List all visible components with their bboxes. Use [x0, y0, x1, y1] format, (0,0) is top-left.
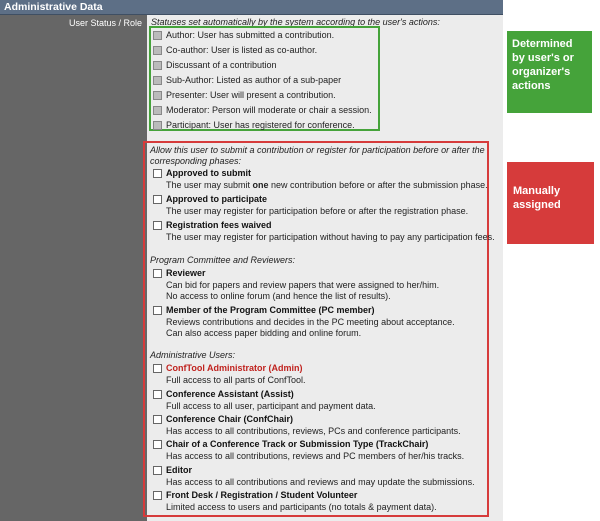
status-moderator-label: Moderator: Person will moderate or chair a session. [166, 105, 372, 115]
option-admin[interactable] [153, 363, 302, 373]
status-author-label: Author: User has submitted a contribution. [166, 30, 335, 40]
status-coauthor-label: Co-author: User is listed as co-author. [166, 45, 318, 55]
option-confchair[interactable] [153, 414, 293, 424]
frontdesk-desc: Limited access to users and participants (no totals & payment data). [166, 502, 437, 512]
status-moderator [153, 105, 372, 115]
assist-desc: Full access to all user, participant and payment data. [166, 401, 376, 411]
status-coauthor [153, 45, 317, 55]
admin-desc: Full access to all parts of ConfTool. [166, 375, 306, 385]
manual-intro-line2: corresponding phases: [150, 156, 242, 166]
approved-participate-title: Approved to participate [166, 194, 268, 204]
approved-submit-desc-pre: The user may submit [166, 180, 253, 190]
option-fees-waived[interactable] [153, 220, 272, 230]
option-reviewer[interactable] [153, 268, 206, 278]
checkbox-approved-submit[interactable] [153, 169, 162, 178]
reviewer-desc2: No access to online forum (and hence the list of results). [166, 291, 391, 301]
admin-title: ConfTool Administrator (Admin) [166, 363, 303, 373]
status-author [153, 30, 334, 40]
status-discussant [153, 60, 277, 70]
pc-member-title: Member of the Program Committee (PC member) [166, 305, 375, 315]
trackchair-desc: Has access to all contributions, reviews and PC members of her/his tracks. [166, 451, 465, 461]
option-editor[interactable] [153, 465, 192, 475]
status-participant-label: Participant: User has registered for conference. [166, 120, 355, 130]
checkbox-moderator [153, 106, 162, 115]
left-column [0, 15, 147, 521]
confchair-desc: Has access to all contributions, reviews, PCs and conference participants. [166, 426, 461, 436]
checkbox-pc-member[interactable] [153, 306, 162, 315]
approved-participate-desc: The user may register for participation before or after the registration phase. [166, 206, 469, 216]
checkbox-subauthor [153, 76, 162, 85]
auto-status-intro: Statuses set automatically by the system according to the user's actions: [151, 17, 440, 27]
callout-determined: Determined by user's or organizer's actions [507, 31, 592, 113]
status-subauthor-label: Sub-Author: Listed as author of a sub-paper [166, 75, 342, 85]
status-presenter-label: Presenter: User will present a contribution. [166, 90, 336, 100]
reviewer-desc1: Can bid for papers and review papers that were assigned to her/him. [166, 280, 440, 290]
status-presenter [153, 90, 336, 100]
checkbox-frontdesk[interactable] [153, 491, 162, 500]
option-frontdesk[interactable] [153, 490, 357, 500]
approved-submit-desc [166, 180, 488, 191]
frontdesk-title: Front Desk / Registration / Student Volunteer [166, 490, 358, 500]
approved-submit-title: Approved to submit [166, 168, 251, 178]
checkbox-approved-participate[interactable] [153, 195, 162, 204]
option-approved-submit[interactable] [153, 168, 251, 178]
checkbox-confchair[interactable] [153, 415, 162, 424]
fees-waived-desc: The user may register for participation without having to pay any participation fees. [166, 232, 495, 242]
checkbox-participant [153, 121, 162, 130]
callout-manual: Manually assigned [507, 162, 594, 244]
trackchair-title: Chair of a Conference Track or Submission Type (TrackChair) [166, 439, 429, 449]
status-participant [153, 120, 355, 130]
pc-member-desc2: Can also access paper bidding and online forum. [166, 328, 362, 338]
checkbox-presenter [153, 91, 162, 100]
checkbox-reviewer[interactable] [153, 269, 162, 278]
checkbox-author [153, 31, 162, 40]
checkbox-assist[interactable] [153, 390, 162, 399]
pc-member-desc1: Reviews contributions and decides in the PC meeting about acceptance. [166, 317, 455, 327]
checkbox-trackchair[interactable] [153, 440, 162, 449]
checkbox-coauthor [153, 46, 162, 55]
fees-waived-title: Registration fees waived [166, 220, 272, 230]
checkbox-fees-waived[interactable] [153, 221, 162, 230]
approved-submit-desc-bold: one [252, 180, 269, 190]
status-discussant-label: Discussant of a contribution [166, 60, 277, 70]
manual-intro-line1: Allow this user to submit a contribution or register for participation before or after the [150, 145, 485, 155]
user-status-role-label: User Status / Role [68, 18, 142, 28]
approved-submit-desc-post: new contribution before or after the submission phase. [268, 180, 488, 190]
option-assist[interactable] [153, 389, 294, 399]
option-pc-member[interactable] [153, 305, 375, 315]
admin-heading: Administrative Users: [150, 350, 236, 360]
status-subauthor [153, 75, 341, 85]
editor-desc: Has access to all contributions and reviews and may update the submissions. [166, 477, 475, 487]
section-header: Administrative Data [0, 0, 503, 15]
option-approved-participate[interactable] [153, 194, 267, 204]
confchair-title: Conference Chair (ConfChair) [166, 414, 294, 424]
pc-heading: Program Committee and Reviewers: [150, 255, 296, 265]
checkbox-editor[interactable] [153, 466, 162, 475]
checkbox-discussant [153, 61, 162, 70]
option-trackchair[interactable] [153, 439, 428, 449]
reviewer-title: Reviewer [166, 268, 206, 278]
editor-title: Editor [166, 465, 192, 475]
assist-title: Conference Assistant (Assist) [166, 389, 294, 399]
checkbox-admin[interactable] [153, 364, 162, 373]
